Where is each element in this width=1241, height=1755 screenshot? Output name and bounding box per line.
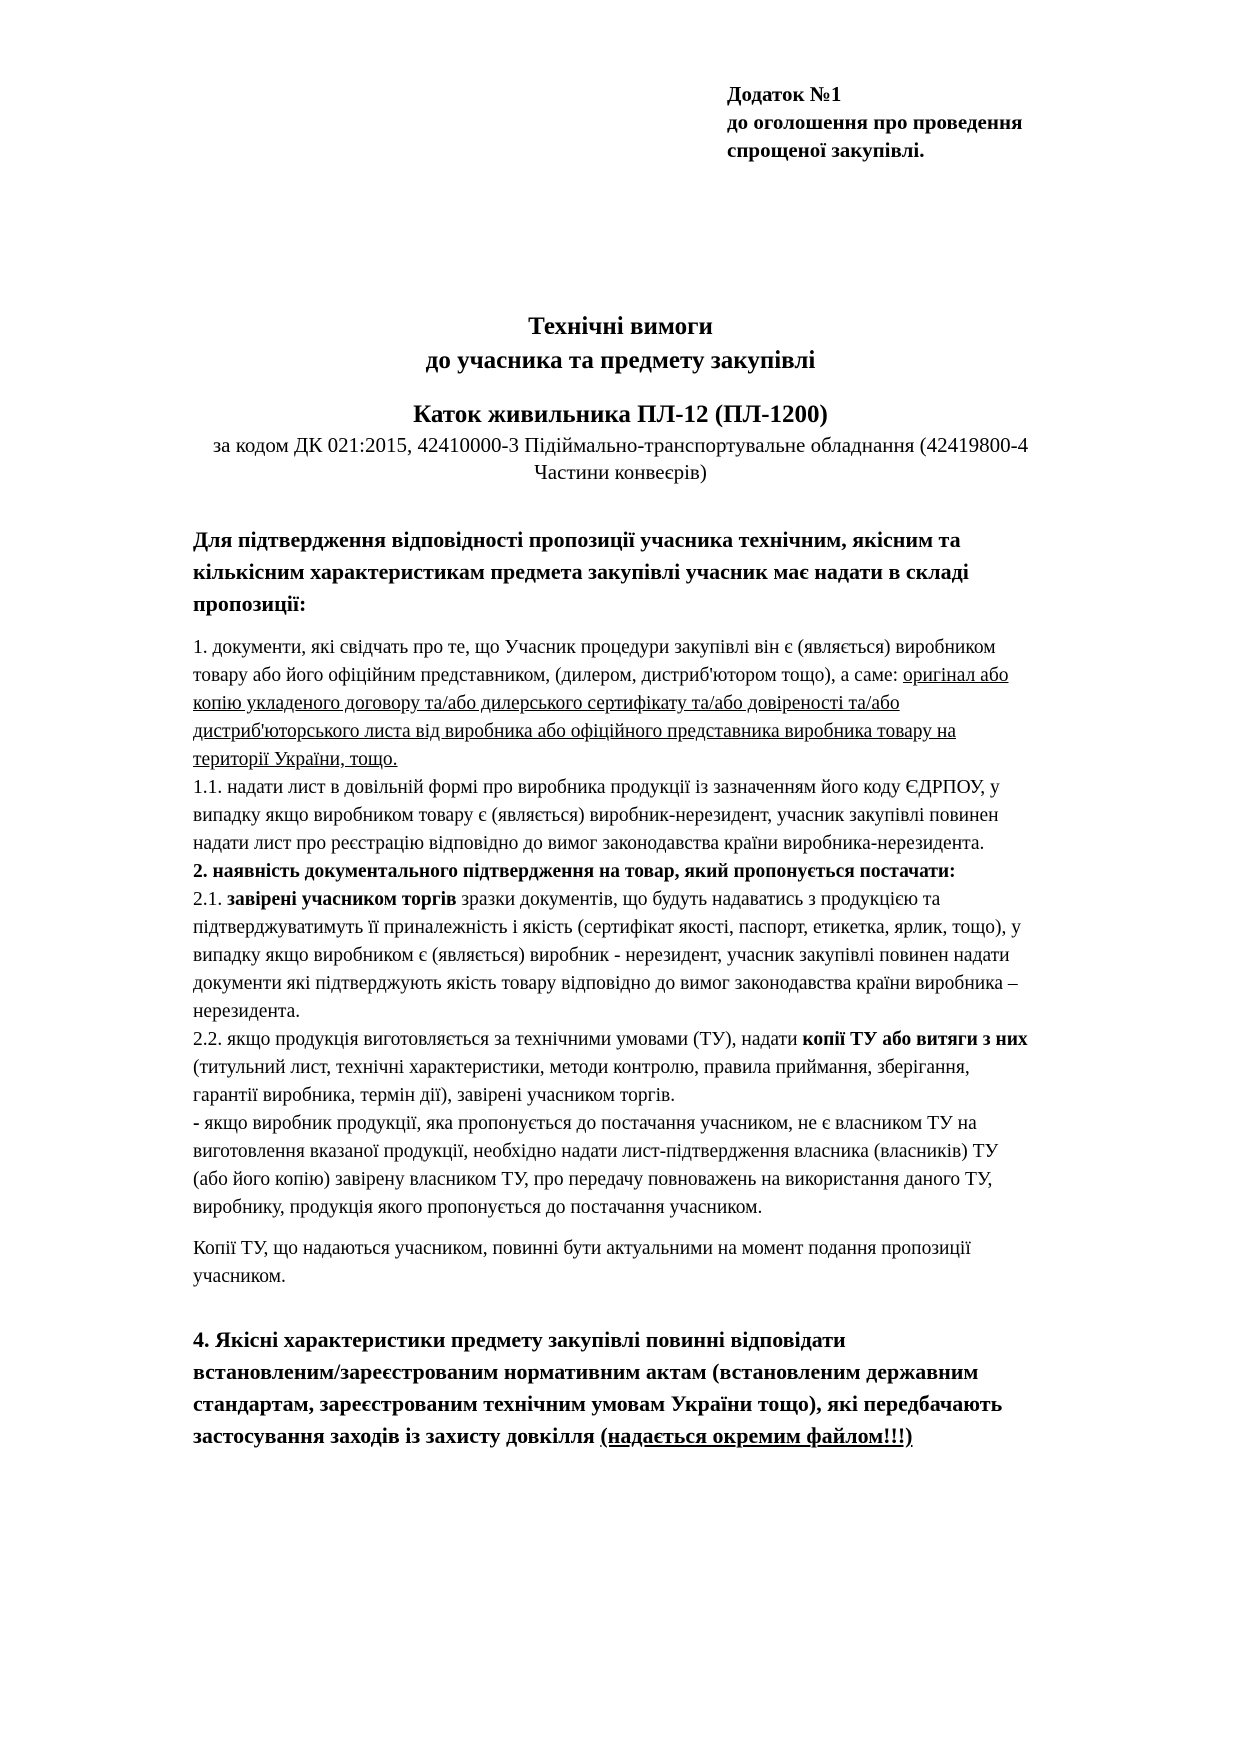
item-2-1-number: 2.1. [193,889,228,910]
item-1-line-2 [193,662,1193,690]
final-line-4-text: застосування заходів із захисту довкілля [193,1423,601,1448]
item-2-2-bold: копії ТУ або витяги з них [802,1029,1028,1050]
item-1-line-4: дистриб'юторського листа від виробника або офіційного представника виробника товару на [193,721,957,742]
item-2-2-text: 2.2. якщо продукція виготовляється за технічними умовами (ТУ), надати [193,1029,803,1050]
item-2-1-line-5: нерезидента. [193,1001,301,1022]
subject-title: Каток живильника ПЛ-12 (ПЛ-1200) [413,401,828,428]
item-1-line-5: території України, тощо. [193,749,398,770]
separate-file-note: (надається окремим файлом!!!) [600,1423,913,1448]
item-1-line-1: 1. документи, які свідчать про те, що Учасник процедури закупівлі він є (являється) виробником [193,637,996,658]
item-1-1-line-2: випадку якщо виробником товару є (являється) виробник-нерезидент, учасник закупівлі повинен [193,805,999,826]
item-2-1-rest: зразки документів, що будуть надаватись з продукцією та [456,889,941,910]
item-2-3-line-1 [193,1110,1193,1138]
item-1-line-3: копію укладеного договору та/або дилерського сертифікату та/або довіреності та/або [193,693,900,714]
annex-line-2: до оголошення про проведення [727,110,1023,134]
item-1-underlined-start: оригінал або [902,665,1009,686]
intro-paragraph [193,524,1193,620]
item-2-3-text: якщо виробник продукції, яка пропонується до постачання учасником, не є власником ТУ на [204,1113,977,1134]
item-2-3-dash: - [193,1113,205,1134]
item-2-2-line-2: (титульний лист, технічні характеристики, методи контролю, правила приймання, зберігання, [193,1057,970,1078]
intro-line-1: Для підтвердження відповідності пропозиції учасника технічним, якісним та [193,527,961,552]
paragraph-gap [193,1222,1193,1235]
quality-requirements-paragraph [193,1324,1193,1452]
item-2-1-line-2: підтверджуватимуть її приналежність і якість (сертифікат якості, паспорт, етикетка, ярлик, тощо), у [193,917,1021,938]
item-2-1-line-3: випадку якщо виробником є (являється) виробник - нерезидент, учасник закупівлі повинен надати [193,945,1010,966]
annex-header [727,80,1227,164]
item-1-text: товару або його офіційним представником, (дилером, дистриб'ютором тощо), а саме: [193,665,903,686]
final-line-2: встановленим/зареєстрованим нормативним актам (встановленим державним [193,1359,979,1384]
item-1-1-line-3: надати лист про реєстрацію відповідно до вимог законодавства країни виробника-нерезидента. [193,833,985,854]
item-2-3-line-3: (або його копію) завірену власником ТУ, про передачу повноважень на використання даного ТУ, [193,1169,993,1190]
item-2-2-line-1 [193,1026,1193,1054]
item-2-2-line-3: гарантії виробника, термін дії), завірені учасником торгів. [193,1085,676,1106]
intro-line-2: кількісним характеристикам предмета закупівлі учасник має надати в складі [193,559,969,584]
document-subtitle: до учасника та предмету закупівлі [425,347,816,374]
tu-copies-line-1: Копії ТУ, що надаються учасником, повинні бути актуальними на момент подання пропозиції [193,1238,971,1259]
annex-number: Додаток №1 [727,82,842,106]
final-line-1: 4. Якісні характеристики предмету закупівлі повинні відповідати [193,1327,846,1352]
final-line-4 [193,1420,1193,1452]
document-title: Технічні вимоги [528,313,713,340]
classification-code-line-2: Частини конвеєрів) [534,460,707,484]
title-block [0,310,1241,486]
intro-line-3: пропозиції: [193,591,307,616]
requirements-body [193,634,1193,1291]
item-2-3-line-4: виробнику, продукція якого пропонується до постачання учасником. [193,1197,763,1218]
item-1-1-line-1: 1.1. надати лист в довільній формі про виробника продукції із зазначенням його коду ЄДРПОУ, у [193,777,1000,798]
classification-code-line-1: за кодом ДК 021:2015, 42410000-3 Підіймально-транспортувальне обладнання (42419800-4 [212,433,1029,457]
item-2-1-bold: завірені учасником торгів [227,889,457,910]
item-2-1-line-1 [193,886,1193,914]
item-2-heading: 2. наявність документального підтвердження на товар, який пропонується постачати: [193,861,956,882]
tu-copies-line-2: учасником. [193,1266,286,1287]
final-line-3: стандартам, зареєстрованим технічним умовам України тощо), які передбачають [193,1391,1003,1416]
item-2-1-line-4: документи які підтверджують якість товару відповідно до вимог законодавства країни виробника – [193,973,1018,994]
item-2-3-line-2: виготовлення вказаної продукції, необхідно надати лист-підтвердження власника (власників) ТУ [193,1141,999,1162]
annex-line-3: спрощеної закупівлі. [727,138,925,162]
